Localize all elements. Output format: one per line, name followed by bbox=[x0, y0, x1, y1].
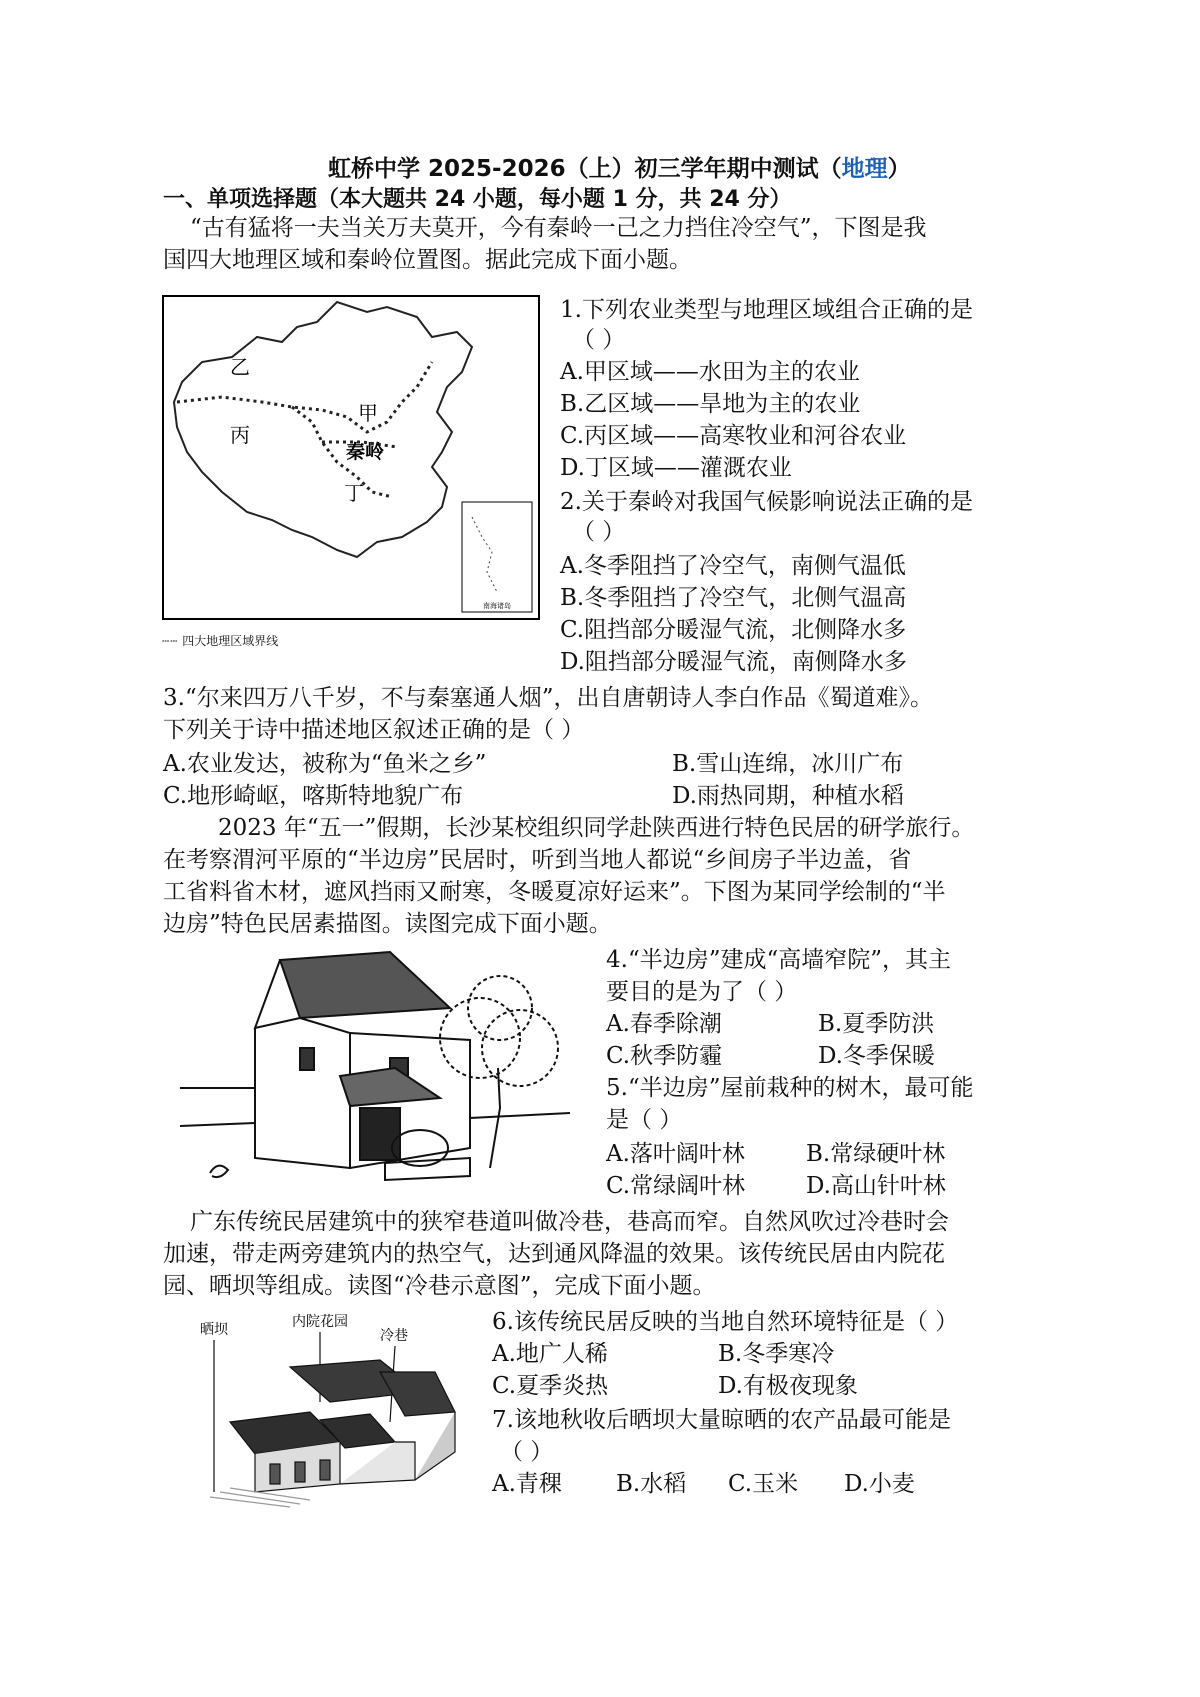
q2-option-c[interactable]: C.阻挡部分暖湿气流，北侧降水多 bbox=[560, 617, 907, 643]
map-region-jia: 甲 bbox=[358, 401, 378, 425]
map-qinling-label: 秦岭 bbox=[346, 441, 385, 463]
diagram-label-garden: 内院花园 bbox=[292, 1314, 348, 1330]
intro1-line1: “古有猛将一夫当关万夫莫开，今有秦岭一己之力挡住冷空气”，下图是我 bbox=[190, 215, 927, 241]
q4-option-b[interactable]: B.夏季防洪 bbox=[818, 1011, 935, 1037]
q6-stem: 6.该传统民居反映的当地自然环境特征是（ ） bbox=[492, 1309, 959, 1335]
q3-option-d[interactable]: D.雨热同期，种植水稻 bbox=[672, 783, 904, 809]
exam-title-prefix: 虹桥中学 2025-2026（上）初三学年期中测试（ bbox=[328, 156, 842, 182]
q1-paren: （ ） bbox=[572, 327, 626, 353]
q3-line1: 3.“尔来四万八千岁，不与秦塞通人烟”，出自唐朝诗人李白作品《蜀道难》。 bbox=[163, 685, 933, 711]
q1-option-d[interactable]: D.丁区域——灌溉农业 bbox=[560, 455, 792, 481]
q5-line2: 是（ ） bbox=[606, 1107, 683, 1133]
q5-option-c[interactable]: C.常绿阔叶林 bbox=[606, 1173, 746, 1199]
diagram-label-lane: 冷巷 bbox=[380, 1328, 408, 1344]
q5-option-d[interactable]: D.高山针叶林 bbox=[806, 1173, 946, 1199]
q7-option-a[interactable]: A.青稞 bbox=[492, 1471, 562, 1497]
q1-stem: 1.下列农业类型与地理区域组合正确的是 bbox=[560, 297, 973, 323]
q2-option-a[interactable]: A.冬季阻挡了冷空气，南侧气温低 bbox=[560, 553, 906, 579]
intro2-line3: 工省料省木材，遮风挡雨又耐寒，冬暖夏凉好运来”。下图为某同学绘制的“半 bbox=[163, 879, 946, 905]
q1-option-c[interactable]: C.丙区域——高寒牧业和河谷农业 bbox=[560, 423, 907, 449]
cold-lane-diagram bbox=[180, 1312, 480, 1512]
exam-title-suffix: ） bbox=[887, 156, 911, 182]
q5-option-a[interactable]: A.落叶阔叶林 bbox=[606, 1141, 745, 1167]
q4-option-d[interactable]: D.冬季保暖 bbox=[818, 1043, 935, 1069]
exam-title-subject: 地理 bbox=[841, 156, 888, 182]
q2-stem: 2.关于秦岭对我国气候影响说法正确的是 bbox=[560, 489, 973, 515]
exam-title bbox=[328, 150, 911, 183]
q6-option-c[interactable]: C.夏季炎热 bbox=[492, 1373, 609, 1399]
q5-line1: 5.“半边房”屋前栽种的树木，最可能 bbox=[606, 1075, 974, 1101]
map-region-bing: 丙 bbox=[230, 423, 250, 447]
q2-paren: （ ） bbox=[572, 519, 626, 545]
map-legend: ┄┄ 四大地理区域界线 bbox=[162, 634, 279, 648]
q5-option-b[interactable]: B.常绿硬叶林 bbox=[806, 1141, 946, 1167]
q3-line2: 下列关于诗中描述地区叙述正确的是（ ） bbox=[163, 717, 585, 743]
section-heading: 一、单项选择题（本大题共 24 小题，每小题 1 分，共 24 分） bbox=[163, 187, 792, 212]
q7-option-d[interactable]: D.小麦 bbox=[844, 1471, 915, 1497]
china-region-map bbox=[162, 292, 540, 622]
q6-option-d[interactable]: D.有极夜现象 bbox=[718, 1373, 858, 1399]
q7-stem: 7.该地秋收后晒坝大量晾晒的农产品最可能是 bbox=[492, 1407, 951, 1433]
banbianfang-sketch bbox=[180, 948, 570, 1184]
q7-option-c[interactable]: C.玉米 bbox=[728, 1471, 799, 1497]
q1-option-a[interactable]: A.甲区域——水田为主的农业 bbox=[560, 359, 860, 385]
q2-option-b[interactable]: B.冬季阻挡了冷空气，北侧气温高 bbox=[560, 585, 907, 611]
intro3-line1: 广东传统民居建筑中的狭窄巷道叫做冷巷，巷高而窄。自然风吹过冷巷时会 bbox=[190, 1209, 949, 1235]
intro2-line2: 在考察渭河平原的“半边房”民居时，听到当地人都说“乡间房子半边盖，省 bbox=[163, 847, 912, 873]
q4-option-c[interactable]: C.秋季防霾 bbox=[606, 1043, 723, 1069]
q3-option-c[interactable]: C.地形崎岖，喀斯特地貌广布 bbox=[163, 783, 464, 809]
q6-option-b[interactable]: B.冬季寒冷 bbox=[718, 1341, 835, 1367]
intro1-line2: 国四大地理区域和秦岭位置图。据此完成下面小题。 bbox=[163, 247, 692, 273]
q7-option-b[interactable]: B.水稻 bbox=[616, 1471, 687, 1497]
map-region-ding: 丁 bbox=[344, 481, 364, 505]
intro2-line1: 2023 年“五一”假期，长沙某校组织同学赴陕西进行特色民居的研学旅行。 bbox=[218, 815, 975, 841]
intro3-line3: 园、晒坝等组成。读图“冷巷示意图”，完成下面小题。 bbox=[163, 1273, 716, 1299]
q3-option-b[interactable]: B.雪山连绵，冰川广布 bbox=[672, 751, 904, 777]
q2-option-d[interactable]: D.阻挡部分暖湿气流，南侧降水多 bbox=[560, 649, 907, 675]
intro2-line4: 边房”特色民居素描图。读图完成下面小题。 bbox=[163, 911, 612, 937]
q4-line2: 要目的是为了（ ） bbox=[606, 979, 798, 1005]
map-legend-text: 四大地理区域界线 bbox=[182, 634, 279, 648]
map-inset-label: 南海诸岛 bbox=[483, 602, 511, 610]
intro3-line2: 加速，带走两旁建筑内的热空气，达到通风降温的效果。该传统民居由内院花 bbox=[163, 1241, 945, 1267]
map-region-yi: 乙 bbox=[230, 355, 250, 379]
q7-paren: （ ） bbox=[500, 1439, 554, 1465]
q3-option-a[interactable]: A.农业发达，被称为“鱼米之乡” bbox=[163, 751, 487, 777]
q4-option-a[interactable]: A.春季除潮 bbox=[606, 1011, 722, 1037]
q1-option-b[interactable]: B.乙区域——旱地为主的农业 bbox=[560, 391, 861, 417]
q4-line1: 4.“半边房”建成“高墙窄院”，其主 bbox=[606, 947, 951, 973]
diagram-label-shaiba: 晒坝 bbox=[200, 1322, 228, 1338]
q6-option-a[interactable]: A.地广人稀 bbox=[492, 1341, 608, 1367]
